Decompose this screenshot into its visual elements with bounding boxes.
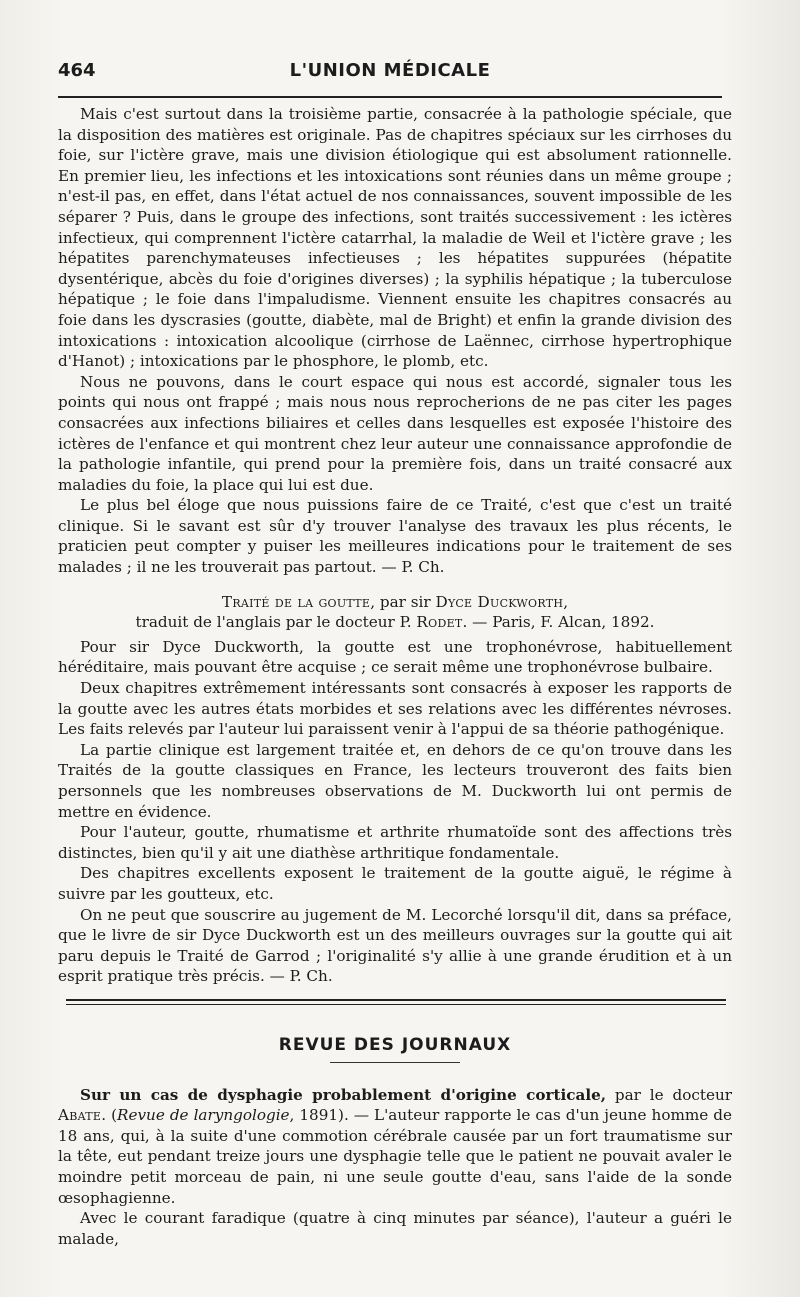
section-title-underline bbox=[330, 1062, 460, 1063]
review2-paragraph-4: Pour l'auteur, goutte, rhumatisme et arthrite rhumatoïde sont des affections très distinctes, bien qu'il y ait une diathèse arthritique fondamentale. bbox=[58, 823, 732, 862]
section-title: REVUE DES JOURNAUX bbox=[278, 1034, 512, 1055]
page-header bbox=[58, 60, 722, 88]
review2-paragraph-5: Des chapitres excellents exposent le traitement de la goutte aiguë, le régime à suivre par les goutteux, etc. bbox=[58, 864, 732, 903]
review2-paragraph-3: La partie clinique est largement traitée et, en dehors de ce qu'on trouve dans les Traités de la goutte classiques en France, les lecteurs trouveront des faits bien personnels que les nombreuses observations de M. Duckworth lui ont permis de mettre en évidence. bbox=[58, 740, 732, 821]
book-title: Traité de la goutte, par sir Dyce Duckworth, bbox=[221, 592, 569, 611]
review2-paragraph-6: On ne peut que souscrire au jugement de M. Lecorché lorsqu'il dit, dans sa préface, que le livre de sir Dyce Duckworth est un des meilleurs ouvrages sur la goutte qui ait paru depuis le Traité de Garrod ; l'originalité s'y allie à une grande érudition et à un esprit pratique très précis. — P. Ch. bbox=[58, 905, 732, 986]
review1-paragraph-1: Mais c'est surtout dans la troisième partie, consacrée à la pathologie spéciale, que la disposition des matières est originale. Pas de chapitres spéciaux sur les cirrhoses du foie, sur l'ictère grave, mais une division étiologique qui est absolument rationnelle. En premier lieu, les infections et les intoxications sont réunies dans un même groupe ; n'est-il pas, en effet, dans l'état actuel de nos connaissances, souvent impossible de les séparer ? Puis, dans le groupe des infections, sont traités successivement : les ictères infectieux, qui comprennent l'ictère catarrhal, la maladie de Weil et l'ictère grave ; les hépatites parenchymateuses infectieuses ; les hépatites suppurées (hépatite dysentérique, abcès du foie d'origines diverses) ; la syphilis hépatique ; la tuberculose hépatique ; le foie dans l'impaludisme. Viennent ensuite les chapitres consacrés au foie dans les dyscrasies (goutte, diabète, mal de Bright) et enfin la grande division des intoxications : intoxication alcoolique (cirrhose de Laënnec, cirrhose hypertrophique d'Hanot) ; intoxications par le phosphore, le plomb, etc. bbox=[58, 105, 732, 371]
section-rule bbox=[66, 999, 726, 1001]
review2-paragraph-1: Pour sir Dyce Duckworth, la goutte est une trophonévrose, habituellement héréditaire, mais pouvant être acquise ; ce serait même une trophonévrose bulbaire. bbox=[58, 637, 732, 677]
journal-article: Sur un cas de dysphagie probablement d'origine corticale, par le docteur Abate. (Revue de laryngologie, 1891). — L'auteur rapporte le cas d'un jeune homme de 18 ans, qui, à la suite d'une commotion cérébrale causée par un fort traumatisme sur la tête, eut pendant treize jours une dysphagie telle que le patient ne pouvait avaler le moindre petit morceau de pain, ni une seule goutte d'eau, sans l'aide de la sonde œsophagienne. bbox=[58, 1085, 732, 1207]
review2-paragraph-2: Deux chapitres extrêmement intéressants sont consacrés à exposer les rapports de la goutte avec les autres états morbides et ses relations avec les différentes névroses. Les faits relevés par l'auteur lui paraissent venir à l'appui de sa théorie pathogénique. bbox=[58, 679, 732, 739]
review1-paragraph-2: Nous ne pouvons, dans le court espace qui nous est accordé, signaler tous les points qui nous ont frappé ; mais nous nous reprocherions de ne pas citer les pages consacrées aux infections biliaires et celles dans lesquelles est exposée l'histoire des ictères de l'enfance et qui montrent chez leur auteur une connaissance approfondie de la pathologie infantile, qui prend pour la première fois, dans un traité consacré aux maladies du foie, la place qui lui est due. bbox=[58, 372, 732, 494]
header-rule bbox=[58, 96, 722, 98]
page-number: 464 bbox=[58, 60, 96, 81]
review1-paragraph-3: Le plus bel éloge que nous puissions faire de ce Traité, c'est que c'est un traité clinique. Si le savant est sûr d'y trouver l'analyse des travaux les plus récents, le praticien peut compter y puiser les meilleures indications pour le traitement de ses malades ; il ne les trouverait pas partout. — P. Ch. bbox=[58, 496, 732, 577]
journal-article-continued: Avec le courant faradique (quatre à cinq minutes par séance), l'auteur a guéri le malade, bbox=[58, 1209, 732, 1248]
page-body bbox=[58, 104, 732, 1249]
book-title-line-2: traduit de l'anglais par le docteur P. Rodet. — Paris, F. Alcan, 1892. bbox=[135, 613, 655, 632]
running-title: L'UNION MÉDICALE bbox=[289, 60, 491, 81]
section-rule-thin bbox=[66, 1004, 726, 1005]
